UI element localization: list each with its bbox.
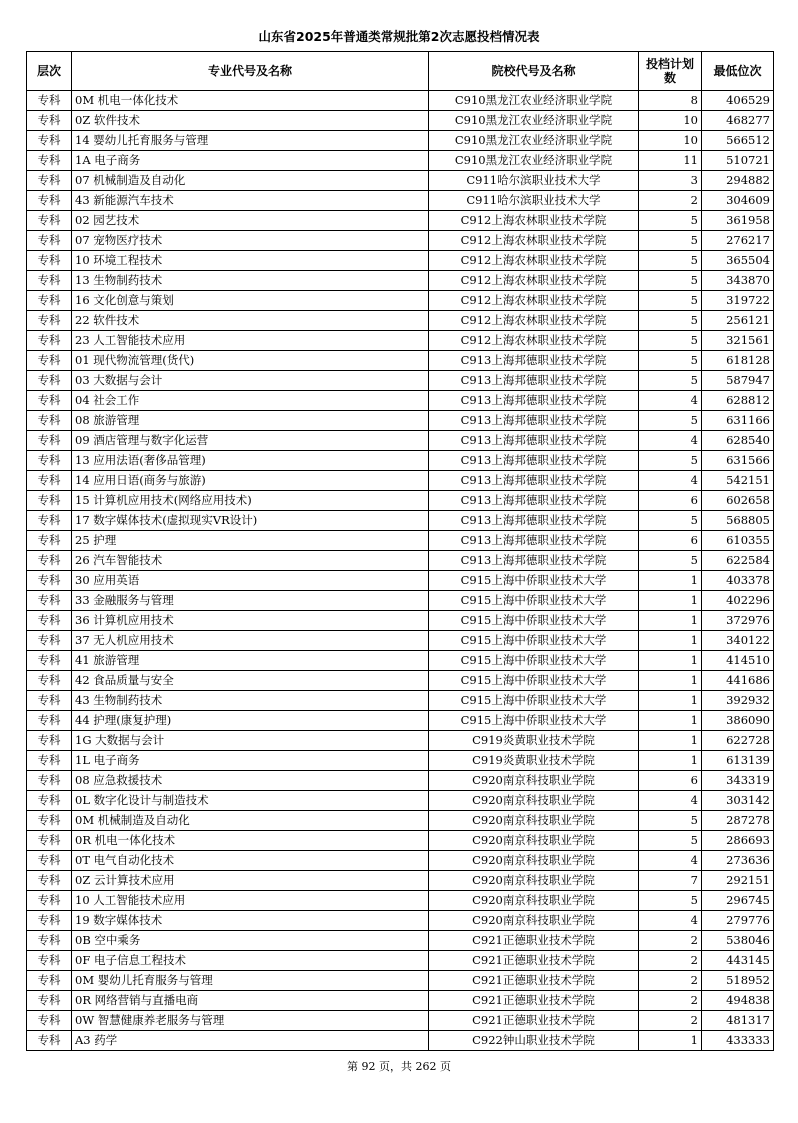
table-row bbox=[27, 571, 774, 591]
table-row bbox=[27, 1011, 774, 1031]
level-cell: 专科 bbox=[27, 471, 72, 491]
rank-cell: 361958 bbox=[702, 211, 774, 231]
plan-cell: 2 bbox=[639, 931, 702, 951]
level-cell: 专科 bbox=[27, 911, 72, 931]
rank-cell: 602658 bbox=[702, 491, 774, 511]
major-cell: 42 食品质量与安全 bbox=[72, 671, 429, 691]
table-row bbox=[27, 611, 774, 631]
major-cell: 0R 机电一体化技术 bbox=[72, 831, 429, 851]
level-cell: 专科 bbox=[27, 91, 72, 111]
table-row bbox=[27, 311, 774, 331]
school-cell: C913上海邦德职业技术学院 bbox=[429, 471, 639, 491]
table-row bbox=[27, 831, 774, 851]
rank-cell: 628540 bbox=[702, 431, 774, 451]
major-cell: 1L 电子商务 bbox=[72, 751, 429, 771]
plan-cell: 10 bbox=[639, 131, 702, 151]
table-row bbox=[27, 151, 774, 171]
plan-cell: 3 bbox=[639, 171, 702, 191]
school-cell: C920南京科技职业学院 bbox=[429, 791, 639, 811]
level-cell: 专科 bbox=[27, 251, 72, 271]
plan-cell: 7 bbox=[639, 871, 702, 891]
level-cell: 专科 bbox=[27, 551, 72, 571]
plan-cell: 4 bbox=[639, 391, 702, 411]
school-cell: C919炎黄职业技术学院 bbox=[429, 751, 639, 771]
plan-cell: 5 bbox=[639, 251, 702, 271]
rank-cell: 613139 bbox=[702, 751, 774, 771]
plan-cell: 1 bbox=[639, 571, 702, 591]
major-cell: 22 软件技术 bbox=[72, 311, 429, 331]
rank-cell: 441686 bbox=[702, 671, 774, 691]
level-cell: 专科 bbox=[27, 431, 72, 451]
rank-cell: 286693 bbox=[702, 831, 774, 851]
table-body bbox=[27, 91, 774, 1051]
level-cell: 专科 bbox=[27, 231, 72, 251]
rank-cell: 304609 bbox=[702, 191, 774, 211]
major-cell: 0W 智慧健康养老服务与管理 bbox=[72, 1011, 429, 1031]
school-cell: C913上海邦德职业技术学院 bbox=[429, 431, 639, 451]
rank-cell: 622728 bbox=[702, 731, 774, 751]
major-cell: 26 汽车智能技术 bbox=[72, 551, 429, 571]
plan-cell: 5 bbox=[639, 411, 702, 431]
major-cell: 10 环境工程技术 bbox=[72, 251, 429, 271]
plan-cell: 1 bbox=[639, 631, 702, 651]
school-cell: C913上海邦德职业技术学院 bbox=[429, 351, 639, 371]
table-row bbox=[27, 771, 774, 791]
school-cell: C913上海邦德职业技术学院 bbox=[429, 491, 639, 511]
rank-cell: 287278 bbox=[702, 811, 774, 831]
level-cell: 专科 bbox=[27, 491, 72, 511]
rank-cell: 622584 bbox=[702, 551, 774, 571]
level-cell: 专科 bbox=[27, 711, 72, 731]
plan-cell: 5 bbox=[639, 291, 702, 311]
level-cell: 专科 bbox=[27, 211, 72, 231]
plan-cell: 5 bbox=[639, 511, 702, 531]
rank-cell: 256121 bbox=[702, 311, 774, 331]
table-row bbox=[27, 431, 774, 451]
school-cell: C915上海中侨职业技术大学 bbox=[429, 591, 639, 611]
table-row bbox=[27, 291, 774, 311]
school-cell: C912上海农林职业技术学院 bbox=[429, 331, 639, 351]
major-cell: 07 宠物医疗技术 bbox=[72, 231, 429, 251]
major-cell: 09 酒店管理与数字化运营 bbox=[72, 431, 429, 451]
major-cell: 33 金融服务与管理 bbox=[72, 591, 429, 611]
table-row bbox=[27, 371, 774, 391]
school-cell: C920南京科技职业学院 bbox=[429, 851, 639, 871]
header-plan: 投档计划数 bbox=[639, 52, 702, 91]
table-row bbox=[27, 711, 774, 731]
level-cell: 专科 bbox=[27, 851, 72, 871]
major-cell: 23 人工智能技术应用 bbox=[72, 331, 429, 351]
school-cell: C920南京科技职业学院 bbox=[429, 911, 639, 931]
school-cell: C912上海农林职业技术学院 bbox=[429, 211, 639, 231]
rank-cell: 296745 bbox=[702, 891, 774, 911]
major-cell: 0L 数字化设计与制造技术 bbox=[72, 791, 429, 811]
level-cell: 专科 bbox=[27, 611, 72, 631]
plan-cell: 4 bbox=[639, 851, 702, 871]
rank-cell: 279776 bbox=[702, 911, 774, 931]
rank-cell: 294882 bbox=[702, 171, 774, 191]
rank-cell: 618128 bbox=[702, 351, 774, 371]
major-cell: 1A 电子商务 bbox=[72, 151, 429, 171]
table-row bbox=[27, 651, 774, 671]
table-row bbox=[27, 851, 774, 871]
school-cell: C915上海中侨职业技术大学 bbox=[429, 611, 639, 631]
table-row bbox=[27, 911, 774, 931]
rank-cell: 568805 bbox=[702, 511, 774, 531]
rank-cell: 340122 bbox=[702, 631, 774, 651]
plan-cell: 5 bbox=[639, 551, 702, 571]
major-cell: 07 机械制造及自动化 bbox=[72, 171, 429, 191]
header-school: 院校代号及名称 bbox=[429, 52, 639, 91]
plan-cell: 5 bbox=[639, 811, 702, 831]
school-cell: C910黑龙江农业经济职业学院 bbox=[429, 111, 639, 131]
plan-cell: 1 bbox=[639, 751, 702, 771]
major-cell: 1G 大数据与会计 bbox=[72, 731, 429, 751]
major-cell: 08 应急救援技术 bbox=[72, 771, 429, 791]
major-cell: 17 数字媒体技术(虚拟现实VR设计) bbox=[72, 511, 429, 531]
table-row bbox=[27, 791, 774, 811]
rank-cell: 494838 bbox=[702, 991, 774, 1011]
major-cell: 13 应用法语(奢侈品管理) bbox=[72, 451, 429, 471]
major-cell: 01 现代物流管理(货代) bbox=[72, 351, 429, 371]
rank-cell: 406529 bbox=[702, 91, 774, 111]
table-row bbox=[27, 731, 774, 751]
major-cell: 0F 电子信息工程技术 bbox=[72, 951, 429, 971]
rank-cell: 319722 bbox=[702, 291, 774, 311]
plan-cell: 5 bbox=[639, 311, 702, 331]
table-row bbox=[27, 751, 774, 771]
level-cell: 专科 bbox=[27, 351, 72, 371]
rank-cell: 566512 bbox=[702, 131, 774, 151]
level-cell: 专科 bbox=[27, 411, 72, 431]
table-row bbox=[27, 511, 774, 531]
school-cell: C912上海农林职业技术学院 bbox=[429, 231, 639, 251]
plan-cell: 1 bbox=[639, 1031, 702, 1051]
rank-cell: 292151 bbox=[702, 871, 774, 891]
rank-cell: 321561 bbox=[702, 331, 774, 351]
plan-cell: 1 bbox=[639, 691, 702, 711]
level-cell: 专科 bbox=[27, 131, 72, 151]
school-cell: C913上海邦德职业技术学院 bbox=[429, 391, 639, 411]
rank-cell: 631566 bbox=[702, 451, 774, 471]
table-row bbox=[27, 451, 774, 471]
plan-cell: 1 bbox=[639, 711, 702, 731]
school-cell: C910黑龙江农业经济职业学院 bbox=[429, 91, 639, 111]
rank-cell: 510721 bbox=[702, 151, 774, 171]
level-cell: 专科 bbox=[27, 831, 72, 851]
rank-cell: 403378 bbox=[702, 571, 774, 591]
table-row bbox=[27, 411, 774, 431]
school-cell: C915上海中侨职业技术大学 bbox=[429, 571, 639, 591]
header-level: 层次 bbox=[27, 52, 72, 91]
major-cell: 02 园艺技术 bbox=[72, 211, 429, 231]
table-row bbox=[27, 551, 774, 571]
rank-cell: 443145 bbox=[702, 951, 774, 971]
plan-cell: 5 bbox=[639, 331, 702, 351]
school-cell: C912上海农林职业技术学院 bbox=[429, 311, 639, 331]
school-cell: C910黑龙江农业经济职业学院 bbox=[429, 151, 639, 171]
school-cell: C913上海邦德职业技术学院 bbox=[429, 411, 639, 431]
rank-cell: 372976 bbox=[702, 611, 774, 631]
major-cell: A3 药学 bbox=[72, 1031, 429, 1051]
level-cell: 专科 bbox=[27, 971, 72, 991]
table-row bbox=[27, 591, 774, 611]
table-row bbox=[27, 491, 774, 511]
plan-cell: 2 bbox=[639, 951, 702, 971]
school-cell: C912上海农林职业技术学院 bbox=[429, 291, 639, 311]
rank-cell: 276217 bbox=[702, 231, 774, 251]
level-cell: 专科 bbox=[27, 891, 72, 911]
major-cell: 14 婴幼儿托育服务与管理 bbox=[72, 131, 429, 151]
table-row bbox=[27, 211, 774, 231]
table-row bbox=[27, 691, 774, 711]
plan-cell: 2 bbox=[639, 991, 702, 1011]
major-cell: 0Z 云计算技术应用 bbox=[72, 871, 429, 891]
major-cell: 25 护理 bbox=[72, 531, 429, 551]
school-cell: C910黑龙江农业经济职业学院 bbox=[429, 131, 639, 151]
school-cell: C913上海邦德职业技术学院 bbox=[429, 551, 639, 571]
table-row bbox=[27, 991, 774, 1011]
school-cell: C915上海中侨职业技术大学 bbox=[429, 691, 639, 711]
table-row bbox=[27, 531, 774, 551]
table-row bbox=[27, 251, 774, 271]
level-cell: 专科 bbox=[27, 731, 72, 751]
plan-cell: 5 bbox=[639, 231, 702, 251]
level-cell: 专科 bbox=[27, 271, 72, 291]
major-cell: 10 人工智能技术应用 bbox=[72, 891, 429, 911]
major-cell: 41 旅游管理 bbox=[72, 651, 429, 671]
table-row bbox=[27, 891, 774, 911]
table-row bbox=[27, 391, 774, 411]
level-cell: 专科 bbox=[27, 571, 72, 591]
plan-cell: 2 bbox=[639, 971, 702, 991]
level-cell: 专科 bbox=[27, 591, 72, 611]
plan-cell: 4 bbox=[639, 791, 702, 811]
header-rank: 最低位次 bbox=[702, 52, 774, 91]
page-footer: 第 92 页，共 262 页 bbox=[347, 1060, 451, 1073]
major-cell: 0R 网络营销与直播电商 bbox=[72, 991, 429, 1011]
major-cell: 43 生物制药技术 bbox=[72, 691, 429, 711]
plan-cell: 2 bbox=[639, 191, 702, 211]
major-cell: 04 社会工作 bbox=[72, 391, 429, 411]
table-row bbox=[27, 191, 774, 211]
level-cell: 专科 bbox=[27, 811, 72, 831]
plan-cell: 5 bbox=[639, 211, 702, 231]
plan-cell: 4 bbox=[639, 471, 702, 491]
plan-cell: 6 bbox=[639, 531, 702, 551]
rank-cell: 587947 bbox=[702, 371, 774, 391]
school-cell: C920南京科技职业学院 bbox=[429, 871, 639, 891]
plan-cell: 4 bbox=[639, 431, 702, 451]
rank-cell: 433333 bbox=[702, 1031, 774, 1051]
school-cell: C921正德职业技术学院 bbox=[429, 991, 639, 1011]
major-cell: 13 生物制药技术 bbox=[72, 271, 429, 291]
major-cell: 15 计算机应用技术(网络应用技术) bbox=[72, 491, 429, 511]
level-cell: 专科 bbox=[27, 511, 72, 531]
school-cell: C921正德职业技术学院 bbox=[429, 951, 639, 971]
school-cell: C920南京科技职业学院 bbox=[429, 891, 639, 911]
rank-cell: 628812 bbox=[702, 391, 774, 411]
rank-cell: 518952 bbox=[702, 971, 774, 991]
major-cell: 0M 婴幼儿托育服务与管理 bbox=[72, 971, 429, 991]
rank-cell: 402296 bbox=[702, 591, 774, 611]
major-cell: 03 大数据与会计 bbox=[72, 371, 429, 391]
rank-cell: 303142 bbox=[702, 791, 774, 811]
major-cell: 37 无人机应用技术 bbox=[72, 631, 429, 651]
rank-cell: 481317 bbox=[702, 1011, 774, 1031]
rank-cell: 414510 bbox=[702, 651, 774, 671]
plan-cell: 1 bbox=[639, 671, 702, 691]
major-cell: 30 应用英语 bbox=[72, 571, 429, 591]
plan-cell: 5 bbox=[639, 351, 702, 371]
level-cell: 专科 bbox=[27, 651, 72, 671]
level-cell: 专科 bbox=[27, 631, 72, 651]
school-cell: C913上海邦德职业技术学院 bbox=[429, 451, 639, 471]
rank-cell: 542151 bbox=[702, 471, 774, 491]
plan-cell: 11 bbox=[639, 151, 702, 171]
school-cell: C921正德职业技术学院 bbox=[429, 1011, 639, 1031]
level-cell: 专科 bbox=[27, 931, 72, 951]
level-cell: 专科 bbox=[27, 991, 72, 1011]
school-cell: C920南京科技职业学院 bbox=[429, 811, 639, 831]
school-cell: C921正德职业技术学院 bbox=[429, 931, 639, 951]
table-row bbox=[27, 471, 774, 491]
plan-cell: 1 bbox=[639, 591, 702, 611]
table-row bbox=[27, 631, 774, 651]
plan-cell: 5 bbox=[639, 451, 702, 471]
table-row bbox=[27, 951, 774, 971]
plan-cell: 5 bbox=[639, 831, 702, 851]
level-cell: 专科 bbox=[27, 671, 72, 691]
school-cell: C920南京科技职业学院 bbox=[429, 831, 639, 851]
level-cell: 专科 bbox=[27, 771, 72, 791]
school-cell: C915上海中侨职业技术大学 bbox=[429, 671, 639, 691]
major-cell: 0B 空中乘务 bbox=[72, 931, 429, 951]
table-row bbox=[27, 231, 774, 251]
table-row bbox=[27, 351, 774, 371]
major-cell: 0T 电气自动化技术 bbox=[72, 851, 429, 871]
major-cell: 08 旅游管理 bbox=[72, 411, 429, 431]
school-cell: C911哈尔滨职业技术大学 bbox=[429, 191, 639, 211]
plan-cell: 5 bbox=[639, 891, 702, 911]
level-cell: 专科 bbox=[27, 531, 72, 551]
school-cell: C912上海农林职业技术学院 bbox=[429, 251, 639, 271]
major-cell: 14 应用日语(商务与旅游) bbox=[72, 471, 429, 491]
table-row bbox=[27, 271, 774, 291]
plan-cell: 5 bbox=[639, 371, 702, 391]
level-cell: 专科 bbox=[27, 1031, 72, 1051]
level-cell: 专科 bbox=[27, 171, 72, 191]
level-cell: 专科 bbox=[27, 191, 72, 211]
level-cell: 专科 bbox=[27, 951, 72, 971]
level-cell: 专科 bbox=[27, 751, 72, 771]
school-cell: C912上海农林职业技术学院 bbox=[429, 271, 639, 291]
level-cell: 专科 bbox=[27, 291, 72, 311]
level-cell: 专科 bbox=[27, 311, 72, 331]
table-row bbox=[27, 111, 774, 131]
rank-cell: 610355 bbox=[702, 531, 774, 551]
level-cell: 专科 bbox=[27, 391, 72, 411]
level-cell: 专科 bbox=[27, 871, 72, 891]
table-row bbox=[27, 91, 774, 111]
major-cell: 36 计算机应用技术 bbox=[72, 611, 429, 631]
table-row bbox=[27, 331, 774, 351]
school-cell: C915上海中侨职业技术大学 bbox=[429, 651, 639, 671]
major-cell: 0M 机械制造及自动化 bbox=[72, 811, 429, 831]
school-cell: C920南京科技职业学院 bbox=[429, 771, 639, 791]
school-cell: C913上海邦德职业技术学院 bbox=[429, 531, 639, 551]
plan-cell: 8 bbox=[639, 91, 702, 111]
major-cell: 19 数字媒体技术 bbox=[72, 911, 429, 931]
level-cell: 专科 bbox=[27, 451, 72, 471]
admission-table bbox=[26, 51, 774, 1051]
plan-cell: 1 bbox=[639, 731, 702, 751]
school-cell: C922钟山职业技术学院 bbox=[429, 1031, 639, 1051]
plan-cell: 10 bbox=[639, 111, 702, 131]
level-cell: 专科 bbox=[27, 1011, 72, 1031]
rank-cell: 343319 bbox=[702, 771, 774, 791]
level-cell: 专科 bbox=[27, 791, 72, 811]
school-cell: C919炎黄职业技术学院 bbox=[429, 731, 639, 751]
level-cell: 专科 bbox=[27, 371, 72, 391]
level-cell: 专科 bbox=[27, 111, 72, 131]
plan-cell: 2 bbox=[639, 1011, 702, 1031]
rank-cell: 386090 bbox=[702, 711, 774, 731]
table-row bbox=[27, 171, 774, 191]
school-cell: C915上海中侨职业技术大学 bbox=[429, 631, 639, 651]
level-cell: 专科 bbox=[27, 691, 72, 711]
school-cell: C913上海邦德职业技术学院 bbox=[429, 371, 639, 391]
table-row bbox=[27, 971, 774, 991]
plan-cell: 6 bbox=[639, 771, 702, 791]
plan-cell: 4 bbox=[639, 911, 702, 931]
rank-cell: 343870 bbox=[702, 271, 774, 291]
major-cell: 0M 机电一体化技术 bbox=[72, 91, 429, 111]
school-cell: C911哈尔滨职业技术大学 bbox=[429, 171, 639, 191]
rank-cell: 468277 bbox=[702, 111, 774, 131]
table-row bbox=[27, 931, 774, 951]
rank-cell: 392932 bbox=[702, 691, 774, 711]
plan-cell: 6 bbox=[639, 491, 702, 511]
rank-cell: 631166 bbox=[702, 411, 774, 431]
school-cell: C913上海邦德职业技术学院 bbox=[429, 511, 639, 531]
level-cell: 专科 bbox=[27, 331, 72, 351]
school-cell: C915上海中侨职业技术大学 bbox=[429, 711, 639, 731]
major-cell: 43 新能源汽车技术 bbox=[72, 191, 429, 211]
rank-cell: 538046 bbox=[702, 931, 774, 951]
major-cell: 0Z 软件技术 bbox=[72, 111, 429, 131]
header-major: 专业代号及名称 bbox=[72, 52, 429, 91]
table-row bbox=[27, 1031, 774, 1051]
plan-cell: 1 bbox=[639, 611, 702, 631]
plan-cell: 1 bbox=[639, 651, 702, 671]
page-title: 山东省2025年普通类常规批第2次志愿投档情况表 bbox=[258, 29, 540, 44]
table-row bbox=[27, 811, 774, 831]
table-row bbox=[27, 131, 774, 151]
plan-cell: 5 bbox=[639, 271, 702, 291]
major-cell: 44 护理(康复护理) bbox=[72, 711, 429, 731]
table-header-row bbox=[27, 52, 774, 91]
level-cell: 专科 bbox=[27, 151, 72, 171]
major-cell: 16 文化创意与策划 bbox=[72, 291, 429, 311]
rank-cell: 365504 bbox=[702, 251, 774, 271]
school-cell: C921正德职业技术学院 bbox=[429, 971, 639, 991]
table-row bbox=[27, 871, 774, 891]
rank-cell: 273636 bbox=[702, 851, 774, 871]
table-row bbox=[27, 671, 774, 691]
